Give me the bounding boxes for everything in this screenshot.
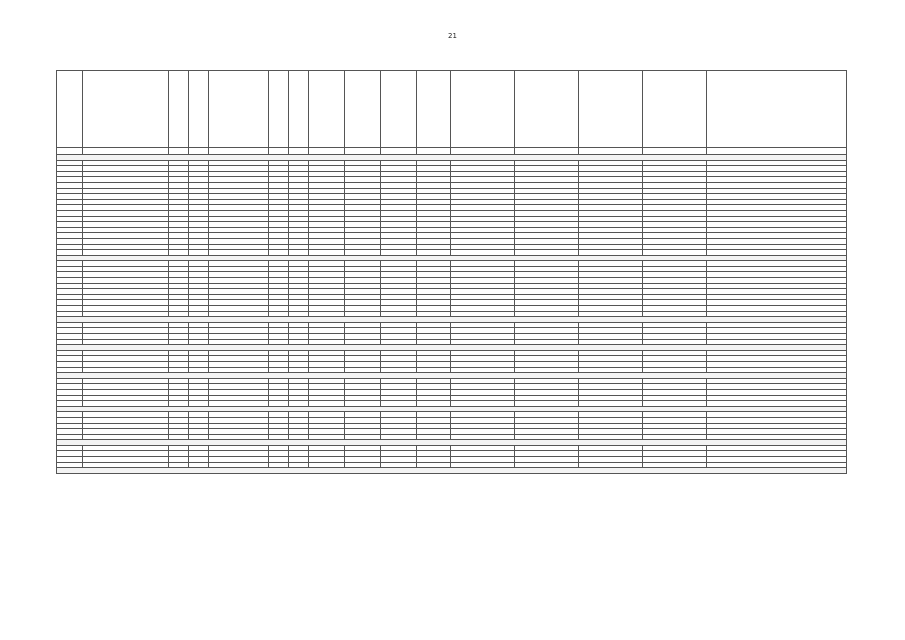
column-header [289, 71, 309, 148]
column-header [643, 71, 707, 148]
column-header [451, 148, 515, 155]
column-header [451, 71, 515, 148]
column-header [381, 71, 417, 148]
column-header [309, 148, 345, 155]
table-body [57, 155, 847, 474]
column-header [579, 71, 643, 148]
column-header [83, 148, 169, 155]
column-header [57, 71, 83, 148]
column-header [515, 148, 579, 155]
column-header [83, 71, 169, 148]
column-header [643, 148, 707, 155]
column-header [169, 148, 189, 155]
page-number: 21 [448, 32, 457, 40]
column-header [707, 148, 847, 155]
table-header [57, 71, 847, 148]
column-header [209, 148, 269, 155]
column-header [189, 71, 209, 148]
column-header [515, 71, 579, 148]
column-header [209, 71, 269, 148]
column-header [417, 71, 451, 148]
column-header [169, 71, 189, 148]
column-header [579, 148, 643, 155]
column-header [345, 148, 381, 155]
group-heading [57, 468, 847, 474]
column-header [381, 148, 417, 155]
group-heading-row [57, 468, 847, 474]
column-header [289, 148, 309, 155]
column-header [707, 71, 847, 148]
column-header [269, 148, 289, 155]
housing-registry-table [56, 70, 846, 474]
column-header [417, 148, 451, 155]
column-header [269, 71, 289, 148]
column-header [189, 148, 209, 155]
column-header [309, 71, 345, 148]
column-header [57, 148, 83, 155]
column-numbers [57, 148, 847, 155]
column-header [345, 71, 381, 148]
